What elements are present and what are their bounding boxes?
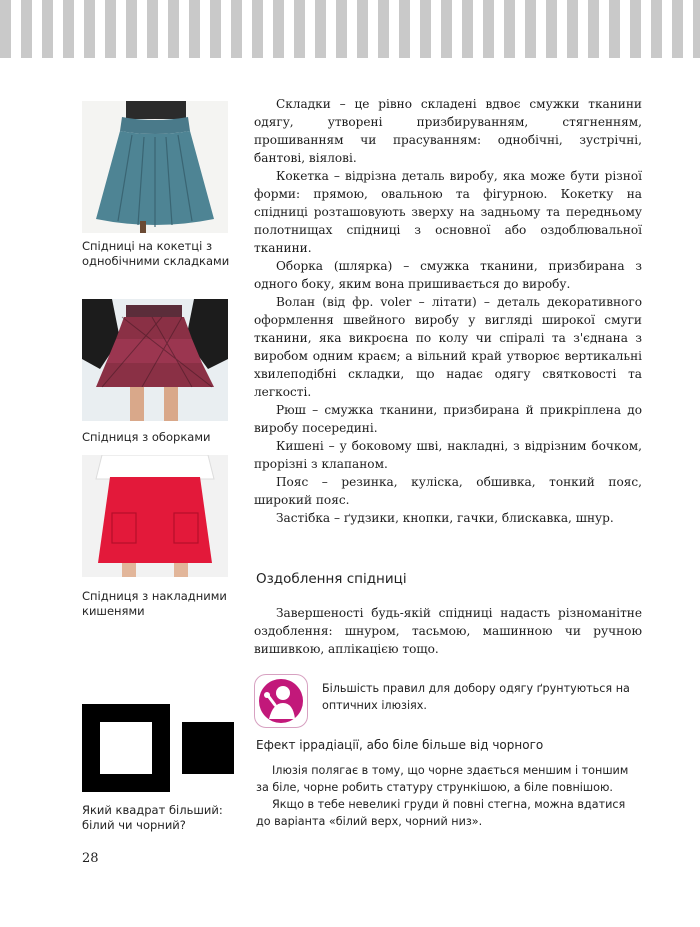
squares-caption: Який квадрат більший: білий чи чорний? xyxy=(82,803,223,832)
paragraph-fastener: Застібка – ґудзики, кнопки, гачки, блискавка, шнур. xyxy=(276,511,614,525)
paragraph-belt: Пояс – резинка, куліска, обшивка, тонкий пояс, широкий пояс. xyxy=(254,475,642,507)
black-frame-square xyxy=(82,704,170,792)
paragraph-yoke: Кокетка – відрізна деталь виробу, яка може бути різної форми: прямою, овальною та фігурною. Кокетку на спідниці розташовують зверху на задньому та передньому полотнищах спідниці з основної або оздоблювальної тканини. xyxy=(254,169,642,255)
skirt-pockets-photo xyxy=(82,455,228,577)
illusion-paragraph: Якщо в тебе невеликі груди й повні стегна, можна вдатися до варіанта «білий верх, чорний низ». xyxy=(256,798,626,828)
illusion-paragraph: Ілюзія полягає в тому, що чорне здається меншим і тоншим за біле, чорне робить статуру стрункішою, а біле повнішою. xyxy=(256,764,629,794)
caption-skirt-ruffles: Спідниця з оборками xyxy=(82,430,211,444)
section-intro-text: Завершеності будь-якій спідниці надасть різноманітне оздоблення: шнуром, тасьмою, машинною чи ручною вишивкою, аплікацією тощо. xyxy=(254,606,642,656)
thinking-figure-icon xyxy=(254,674,308,728)
caption-skirt-pockets: Спідниця з накладними кишенями xyxy=(82,589,227,618)
skirt-ruffles-photo xyxy=(82,299,228,421)
paragraph-pockets: Кишені – у боковому шві, накладні, з відрізним бочком, прорізні з клапаном. xyxy=(254,439,642,471)
tip-text: Більшість правил для добору одягу ґрунтуються на оптичних ілюзіях. xyxy=(322,682,630,712)
paragraph-volant: Волан (від фр. voler – літати) – деталь декоративного оформлення швейного виробу у вигляді широкої смуги тканини, яка викроєна по колу чи спіралі та з'єднана з виробом одним краєм; а вільний край утворює вертикальні хвилеподібні складки, що надає одягу святковості та легкості. xyxy=(254,295,642,399)
paragraph-rouche: Рюш – смужка тканини, призбирана й прикріплена до виробу посередині. xyxy=(254,403,642,435)
white-square xyxy=(100,722,152,774)
illusion-title: Ефект іррадіації, або біле більше від чорного xyxy=(256,738,544,752)
caption-skirt-yoke: Спідниці на кокетці з однобічними складками xyxy=(82,239,230,268)
header-stripes xyxy=(0,0,700,58)
paragraph-folds: Складки – це рівно складені вдвоє смужки тканини одягу, утворені призбируванням, стягненням, прошиванням чи прасуванням: однобічні, зустрічні, бантові, віялові. xyxy=(254,97,642,165)
black-square xyxy=(182,722,234,774)
section-title: Оздоблення спідниці xyxy=(256,571,407,587)
terms-text xyxy=(254,95,642,527)
skirt-yoke-photo xyxy=(82,101,228,233)
paragraph-ruffle: Оборка (шлярка) – смужка тканини, призбирана з одного боку, яким вона пришивається до виробу. xyxy=(254,259,642,291)
page-number: 28 xyxy=(82,851,99,866)
illusion-text xyxy=(256,762,642,830)
section-intro xyxy=(254,604,642,658)
